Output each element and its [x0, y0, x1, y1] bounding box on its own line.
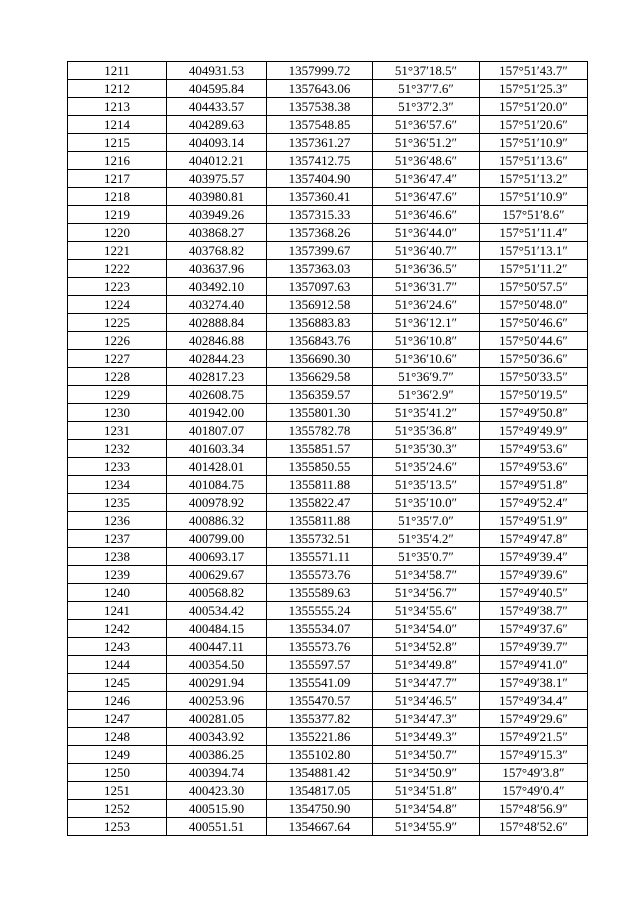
x-coordinate-cell: 401428.01: [167, 458, 267, 476]
x-coordinate-cell: 402888.84: [167, 314, 267, 332]
point-number-cell: 1214: [68, 116, 167, 134]
latitude-cell: 51°36′46.6″: [373, 206, 480, 224]
table-row: [68, 206, 588, 224]
y-coordinate-cell: 1355811.88: [267, 512, 373, 530]
longitude-cell: 157°50′46.6″: [480, 314, 588, 332]
y-coordinate-cell: 1355801.30: [267, 404, 373, 422]
y-coordinate-cell: 1356359.57: [267, 386, 373, 404]
table-row: [68, 476, 588, 494]
longitude-cell: 157°51′11.2″: [480, 260, 588, 278]
latitude-cell: 51°36′2.9″: [373, 386, 480, 404]
y-coordinate-cell: 1355589.63: [267, 584, 373, 602]
y-coordinate-cell: 1355573.76: [267, 566, 373, 584]
table-row: [68, 332, 588, 350]
y-coordinate-cell: 1356843.76: [267, 332, 373, 350]
table-row: [68, 602, 588, 620]
x-coordinate-cell: 400568.82: [167, 584, 267, 602]
x-coordinate-cell: 400484.15: [167, 620, 267, 638]
point-number-cell: 1252: [68, 800, 167, 818]
point-number-cell: 1239: [68, 566, 167, 584]
latitude-cell: 51°35′30.3″: [373, 440, 480, 458]
table-row: [68, 242, 588, 260]
table-row: [68, 386, 588, 404]
y-coordinate-cell: 1355732.51: [267, 530, 373, 548]
table-row: [68, 296, 588, 314]
x-coordinate-cell: 404012.21: [167, 152, 267, 170]
point-number-cell: 1217: [68, 170, 167, 188]
longitude-cell: 157°50′36.6″: [480, 350, 588, 368]
x-coordinate-cell: 401084.75: [167, 476, 267, 494]
x-coordinate-cell: 403975.57: [167, 170, 267, 188]
x-coordinate-cell: 401603.34: [167, 440, 267, 458]
point-number-cell: 1212: [68, 80, 167, 98]
table-row: [68, 638, 588, 656]
point-number-cell: 1232: [68, 440, 167, 458]
point-number-cell: 1230: [68, 404, 167, 422]
longitude-cell: 157°49′51.8″: [480, 476, 588, 494]
longitude-cell: 157°49′29.6″: [480, 710, 588, 728]
y-coordinate-cell: 1355597.57: [267, 656, 373, 674]
point-number-cell: 1246: [68, 692, 167, 710]
point-number-cell: 1224: [68, 296, 167, 314]
latitude-cell: 51°36′40.7″: [373, 242, 480, 260]
point-number-cell: 1247: [68, 710, 167, 728]
longitude-cell: 157°51′25.3″: [480, 80, 588, 98]
x-coordinate-cell: 400291.94: [167, 674, 267, 692]
latitude-cell: 51°35′13.5″: [373, 476, 480, 494]
table-row: [68, 224, 588, 242]
y-coordinate-cell: 1355102.80: [267, 746, 373, 764]
latitude-cell: 51°36′51.2″: [373, 134, 480, 152]
longitude-cell: 157°51′11.4″: [480, 224, 588, 242]
table-row: [68, 278, 588, 296]
longitude-cell: 157°50′33.5″: [480, 368, 588, 386]
point-number-cell: 1250: [68, 764, 167, 782]
latitude-cell: 51°36′31.7″: [373, 278, 480, 296]
latitude-cell: 51°36′10.6″: [373, 350, 480, 368]
x-coordinate-cell: 403868.27: [167, 224, 267, 242]
x-coordinate-cell: 400281.05: [167, 710, 267, 728]
y-coordinate-cell: 1357999.72: [267, 62, 373, 80]
y-coordinate-cell: 1357360.41: [267, 188, 373, 206]
point-number-cell: 1233: [68, 458, 167, 476]
y-coordinate-cell: 1355555.24: [267, 602, 373, 620]
point-number-cell: 1238: [68, 548, 167, 566]
y-coordinate-cell: 1355782.78: [267, 422, 373, 440]
table-row: [68, 566, 588, 584]
latitude-cell: 51°34′52.8″: [373, 638, 480, 656]
table-row: [68, 656, 588, 674]
table-row: [68, 80, 588, 98]
latitude-cell: 51°36′36.5″: [373, 260, 480, 278]
table-row: [68, 548, 588, 566]
x-coordinate-cell: 402608.75: [167, 386, 267, 404]
x-coordinate-cell: 400386.25: [167, 746, 267, 764]
table-row: [68, 692, 588, 710]
longitude-cell: 157°49′52.4″: [480, 494, 588, 512]
point-number-cell: 1213: [68, 98, 167, 116]
y-coordinate-cell: 1357538.38: [267, 98, 373, 116]
table-row: [68, 458, 588, 476]
y-coordinate-cell: 1354750.90: [267, 800, 373, 818]
point-number-cell: 1225: [68, 314, 167, 332]
longitude-cell: 157°49′38.7″: [480, 602, 588, 620]
longitude-cell: 157°49′0.4″: [480, 782, 588, 800]
longitude-cell: 157°49′37.6″: [480, 620, 588, 638]
x-coordinate-cell: 400447.11: [167, 638, 267, 656]
longitude-cell: 157°49′21.5″: [480, 728, 588, 746]
y-coordinate-cell: 1354881.42: [267, 764, 373, 782]
longitude-cell: 157°49′34.4″: [480, 692, 588, 710]
latitude-cell: 51°37′18.5″: [373, 62, 480, 80]
y-coordinate-cell: 1355377.82: [267, 710, 373, 728]
latitude-cell: 51°34′47.7″: [373, 674, 480, 692]
point-number-cell: 1234: [68, 476, 167, 494]
longitude-cell: 157°49′53.6″: [480, 458, 588, 476]
latitude-cell: 51°36′48.6″: [373, 152, 480, 170]
x-coordinate-cell: 400886.32: [167, 512, 267, 530]
y-coordinate-cell: 1356883.83: [267, 314, 373, 332]
point-number-cell: 1242: [68, 620, 167, 638]
latitude-cell: 51°34′51.8″: [373, 782, 480, 800]
y-coordinate-cell: 1355470.57: [267, 692, 373, 710]
y-coordinate-cell: 1355811.88: [267, 476, 373, 494]
point-number-cell: 1215: [68, 134, 167, 152]
longitude-cell: 157°49′47.8″: [480, 530, 588, 548]
y-coordinate-cell: 1355851.57: [267, 440, 373, 458]
y-coordinate-cell: 1357361.27: [267, 134, 373, 152]
table-row: [68, 134, 588, 152]
y-coordinate-cell: 1355573.76: [267, 638, 373, 656]
x-coordinate-cell: 404289.63: [167, 116, 267, 134]
table-row: [68, 746, 588, 764]
longitude-cell: 157°50′48.0″: [480, 296, 588, 314]
point-number-cell: 1226: [68, 332, 167, 350]
y-coordinate-cell: 1355541.09: [267, 674, 373, 692]
x-coordinate-cell: 403492.10: [167, 278, 267, 296]
latitude-cell: 51°35′41.2″: [373, 404, 480, 422]
point-number-cell: 1245: [68, 674, 167, 692]
latitude-cell: 51°34′54.0″: [373, 620, 480, 638]
latitude-cell: 51°35′24.6″: [373, 458, 480, 476]
latitude-cell: 51°34′55.6″: [373, 602, 480, 620]
y-coordinate-cell: 1355822.47: [267, 494, 373, 512]
x-coordinate-cell: 400354.50: [167, 656, 267, 674]
x-coordinate-cell: 400515.90: [167, 800, 267, 818]
point-number-cell: 1240: [68, 584, 167, 602]
x-coordinate-cell: 403949.26: [167, 206, 267, 224]
x-coordinate-cell: 400551.51: [167, 818, 267, 836]
x-coordinate-cell: 403637.96: [167, 260, 267, 278]
table-row: [68, 170, 588, 188]
latitude-cell: 51°36′44.0″: [373, 224, 480, 242]
point-number-cell: 1227: [68, 350, 167, 368]
y-coordinate-cell: 1355534.07: [267, 620, 373, 638]
latitude-cell: 51°36′12.1″: [373, 314, 480, 332]
y-coordinate-cell: 1356690.30: [267, 350, 373, 368]
longitude-cell: 157°48′52.6″: [480, 818, 588, 836]
y-coordinate-cell: 1357412.75: [267, 152, 373, 170]
point-number-cell: 1251: [68, 782, 167, 800]
x-coordinate-cell: 404595.84: [167, 80, 267, 98]
longitude-cell: 157°51′10.9″: [480, 134, 588, 152]
table-row: [68, 152, 588, 170]
longitude-cell: 157°49′40.5″: [480, 584, 588, 602]
table-row: [68, 116, 588, 134]
latitude-cell: 51°34′49.8″: [373, 656, 480, 674]
latitude-cell: 51°34′55.9″: [373, 818, 480, 836]
table-row: [68, 350, 588, 368]
x-coordinate-cell: 401942.00: [167, 404, 267, 422]
table-row: [68, 314, 588, 332]
latitude-cell: 51°36′10.8″: [373, 332, 480, 350]
point-number-cell: 1236: [68, 512, 167, 530]
longitude-cell: 157°49′50.8″: [480, 404, 588, 422]
longitude-cell: 157°49′41.0″: [480, 656, 588, 674]
longitude-cell: 157°49′3.8″: [480, 764, 588, 782]
longitude-cell: 157°51′13.6″: [480, 152, 588, 170]
y-coordinate-cell: 1354667.64: [267, 818, 373, 836]
point-number-cell: 1221: [68, 242, 167, 260]
x-coordinate-cell: 400534.42: [167, 602, 267, 620]
x-coordinate-cell: 404433.57: [167, 98, 267, 116]
table-row: [68, 440, 588, 458]
latitude-cell: 51°34′50.9″: [373, 764, 480, 782]
y-coordinate-cell: 1357404.90: [267, 170, 373, 188]
longitude-cell: 157°49′39.6″: [480, 566, 588, 584]
y-coordinate-cell: 1355221.86: [267, 728, 373, 746]
x-coordinate-cell: 400799.00: [167, 530, 267, 548]
longitude-cell: 157°51′13.1″: [480, 242, 588, 260]
longitude-cell: 157°49′49.9″: [480, 422, 588, 440]
latitude-cell: 51°37′7.6″: [373, 80, 480, 98]
longitude-cell: 157°50′57.5″: [480, 278, 588, 296]
latitude-cell: 51°35′7.0″: [373, 512, 480, 530]
latitude-cell: 51°36′47.6″: [373, 188, 480, 206]
x-coordinate-cell: 402817.23: [167, 368, 267, 386]
latitude-cell: 51°34′46.5″: [373, 692, 480, 710]
x-coordinate-cell: 401807.07: [167, 422, 267, 440]
latitude-cell: 51°35′4.2″: [373, 530, 480, 548]
x-coordinate-cell: 404093.14: [167, 134, 267, 152]
y-coordinate-cell: 1357643.06: [267, 80, 373, 98]
point-number-cell: 1231: [68, 422, 167, 440]
table-row: [68, 764, 588, 782]
x-coordinate-cell: 400394.74: [167, 764, 267, 782]
point-number-cell: 1220: [68, 224, 167, 242]
point-number-cell: 1222: [68, 260, 167, 278]
table-row: [68, 404, 588, 422]
table-row: [68, 422, 588, 440]
x-coordinate-cell: 403768.82: [167, 242, 267, 260]
point-number-cell: 1248: [68, 728, 167, 746]
x-coordinate-cell: 400343.92: [167, 728, 267, 746]
point-number-cell: 1249: [68, 746, 167, 764]
longitude-cell: 157°49′15.3″: [480, 746, 588, 764]
point-number-cell: 1237: [68, 530, 167, 548]
latitude-cell: 51°34′47.3″: [373, 710, 480, 728]
latitude-cell: 51°36′47.4″: [373, 170, 480, 188]
y-coordinate-cell: 1357368.26: [267, 224, 373, 242]
table-row: [68, 260, 588, 278]
longitude-cell: 157°49′39.4″: [480, 548, 588, 566]
point-number-cell: 1244: [68, 656, 167, 674]
table-row: [68, 584, 588, 602]
y-coordinate-cell: 1355571.11: [267, 548, 373, 566]
point-number-cell: 1219: [68, 206, 167, 224]
x-coordinate-cell: 400253.96: [167, 692, 267, 710]
point-number-cell: 1223: [68, 278, 167, 296]
y-coordinate-cell: 1357315.33: [267, 206, 373, 224]
coordinates-table: [67, 61, 588, 836]
longitude-cell: 157°49′51.9″: [480, 512, 588, 530]
latitude-cell: 51°36′57.6″: [373, 116, 480, 134]
table-row: [68, 782, 588, 800]
point-number-cell: 1216: [68, 152, 167, 170]
latitude-cell: 51°34′50.7″: [373, 746, 480, 764]
longitude-cell: 157°49′39.7″: [480, 638, 588, 656]
point-number-cell: 1229: [68, 386, 167, 404]
point-number-cell: 1243: [68, 638, 167, 656]
latitude-cell: 51°34′54.8″: [373, 800, 480, 818]
longitude-cell: 157°49′38.1″: [480, 674, 588, 692]
x-coordinate-cell: 404931.53: [167, 62, 267, 80]
table-row: [68, 800, 588, 818]
x-coordinate-cell: 402844.23: [167, 350, 267, 368]
longitude-cell: 157°50′19.5″: [480, 386, 588, 404]
latitude-cell: 51°34′56.7″: [373, 584, 480, 602]
latitude-cell: 51°34′49.3″: [373, 728, 480, 746]
table-row: [68, 620, 588, 638]
y-coordinate-cell: 1357548.85: [267, 116, 373, 134]
longitude-cell: 157°51′20.6″: [480, 116, 588, 134]
table-row: [68, 62, 588, 80]
y-coordinate-cell: 1355850.55: [267, 458, 373, 476]
table-row: [68, 530, 588, 548]
x-coordinate-cell: 400693.17: [167, 548, 267, 566]
longitude-cell: 157°50′44.6″: [480, 332, 588, 350]
table-row: [68, 512, 588, 530]
x-coordinate-cell: 400423.30: [167, 782, 267, 800]
table-row: [68, 188, 588, 206]
y-coordinate-cell: 1354817.05: [267, 782, 373, 800]
y-coordinate-cell: 1357097.63: [267, 278, 373, 296]
longitude-cell: 157°51′43.7″: [480, 62, 588, 80]
point-number-cell: 1218: [68, 188, 167, 206]
point-number-cell: 1211: [68, 62, 167, 80]
table-row: [68, 710, 588, 728]
latitude-cell: 51°35′0.7″: [373, 548, 480, 566]
longitude-cell: 157°51′10.9″: [480, 188, 588, 206]
latitude-cell: 51°36′24.6″: [373, 296, 480, 314]
y-coordinate-cell: 1357363.03: [267, 260, 373, 278]
x-coordinate-cell: 400978.92: [167, 494, 267, 512]
x-coordinate-cell: 403274.40: [167, 296, 267, 314]
y-coordinate-cell: 1356912.58: [267, 296, 373, 314]
latitude-cell: 51°37′2.3″: [373, 98, 480, 116]
longitude-cell: 157°48′56.9″: [480, 800, 588, 818]
longitude-cell: 157°51′13.2″: [480, 170, 588, 188]
point-number-cell: 1241: [68, 602, 167, 620]
coordinates-table-body: [68, 62, 588, 836]
y-coordinate-cell: 1357399.67: [267, 242, 373, 260]
table-row: [68, 368, 588, 386]
table-row: [68, 674, 588, 692]
longitude-cell: 157°51′8.6″: [480, 206, 588, 224]
y-coordinate-cell: 1356629.58: [267, 368, 373, 386]
latitude-cell: 51°34′58.7″: [373, 566, 480, 584]
longitude-cell: 157°51′20.0″: [480, 98, 588, 116]
longitude-cell: 157°49′53.6″: [480, 440, 588, 458]
x-coordinate-cell: 403980.81: [167, 188, 267, 206]
point-number-cell: 1235: [68, 494, 167, 512]
latitude-cell: 51°36′9.7″: [373, 368, 480, 386]
latitude-cell: 51°35′10.0″: [373, 494, 480, 512]
table-row: [68, 494, 588, 512]
table-row: [68, 98, 588, 116]
point-number-cell: 1228: [68, 368, 167, 386]
point-number-cell: 1253: [68, 818, 167, 836]
table-row: [68, 818, 588, 836]
x-coordinate-cell: 400629.67: [167, 566, 267, 584]
latitude-cell: 51°35′36.8″: [373, 422, 480, 440]
x-coordinate-cell: 402846.88: [167, 332, 267, 350]
table-row: [68, 728, 588, 746]
